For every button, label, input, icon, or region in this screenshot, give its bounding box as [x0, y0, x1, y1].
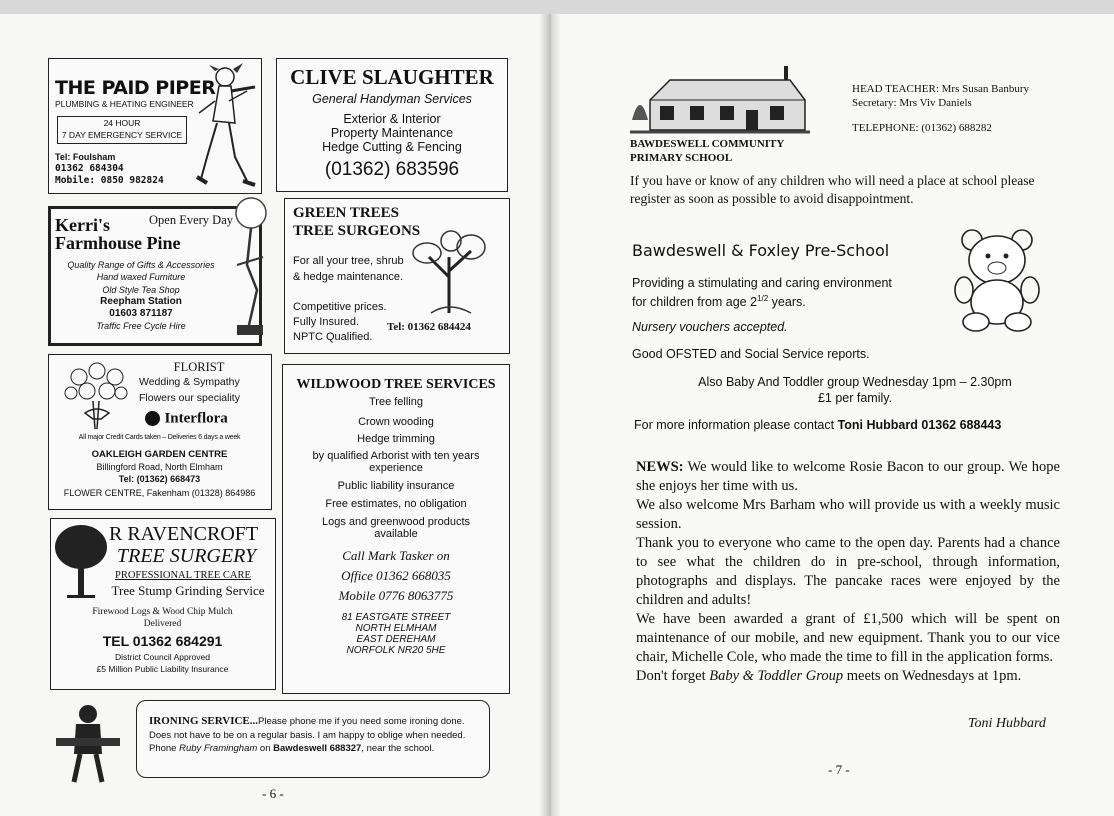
news-section [636, 458, 1060, 686]
green-trees-line-2: & hedge maintenance. [293, 271, 404, 283]
florist-title: FLORIST [173, 360, 225, 374]
green-trees-tel: Tel: 01362 684424 [387, 321, 471, 333]
ironing-figure-icon [52, 702, 124, 784]
wildwood-line-9: available [374, 528, 418, 540]
ravencroft-line-4: Delivered [143, 619, 182, 629]
ofsted-reports: Good OFSTED and Social Service reports. [632, 347, 870, 361]
left-page-number: - 6 - [262, 786, 284, 801]
ironing-ad [136, 700, 490, 778]
head-teacher: HEAD TEACHER: Mrs Susan Banbury [852, 83, 1030, 95]
green-trees-line-4: Fully Insured. [293, 316, 360, 328]
news-paragraph-2: We also welcome Mrs Barham who will provide us with a weekly music session. [636, 497, 1060, 532]
ravencroft-title-1: R RAVENCROFT [109, 523, 259, 545]
tree-icon [409, 227, 491, 315]
contact-name-phone: Toni Hubbard 01362 688443 [837, 418, 1002, 432]
green-trees-line-3: Competitive prices. [293, 301, 387, 313]
preschool-title: Bawdeswell & Foxley Pre-School [632, 241, 890, 260]
kerris-line-2: Hand waxed Furniture [96, 272, 186, 283]
wildwood-line-6: Public liability insurance [337, 480, 455, 492]
toddler-line-1: Also Baby And Toddler group Wednesday 1pm – 2.30pm [698, 375, 1012, 389]
kerris-open: Open Every Day [149, 213, 233, 227]
ravencroft-line-6: £5 Million Public Liability Insurance [96, 664, 229, 674]
ironing-suffix: , near the school. [361, 743, 435, 754]
interflora-brand: Interflora [164, 410, 228, 427]
kerris-details [53, 259, 229, 333]
ironing-on: on [257, 743, 274, 754]
green-trees-line-5: NPTC Qualified. [293, 331, 373, 343]
ravencroft-tel: TEL 01362 684291 [102, 633, 223, 649]
wildwood-line-2: Crown wooding [358, 416, 434, 428]
piper-figure-icon [189, 61, 261, 191]
kerris-name-1: Kerri's [55, 215, 110, 235]
kerris-ad [48, 206, 262, 346]
clive-service-2: Property Maintenance [330, 126, 454, 140]
wildwood-line-1: Tree felling [368, 396, 423, 408]
florist-ad [48, 354, 272, 510]
clive-service-3: Hedge Cutting & Fencing [322, 140, 462, 154]
wildwood-address-3: EAST DEREHAM [356, 634, 436, 645]
green-trees-title-1: GREEN TREES [293, 205, 400, 221]
green-trees-line-1: For all your tree, shrub [293, 255, 404, 267]
clive-phone: (01362) 683596 [324, 159, 460, 180]
wildwood-line-11: Office 01362 668035 [341, 568, 451, 583]
emergency-line-2: 7 DAY EMERGENCY SERVICE [61, 130, 183, 140]
wildwood-line-12: Mobile 0776 8063775 [338, 588, 454, 603]
preschool-age-text: for children from age 2 [632, 295, 758, 310]
right-page-number: - 7 - [828, 762, 850, 777]
ravencroft-line-5: District Council Approved [115, 652, 210, 662]
green-trees-title-2: TREE SURGEONS [293, 223, 421, 239]
news-label: NEWS: [636, 459, 684, 475]
ironing-line-1 [149, 715, 477, 729]
paid-piper-mobile: Mobile: 0850 982824 [55, 175, 164, 186]
contact-prefix: For more information please contact [634, 418, 838, 432]
school-telephone: TELEPHONE: (01362) 688282 [852, 122, 992, 134]
preschool-contact [634, 418, 1001, 432]
toddler-line-2: £1 per family. [817, 391, 893, 405]
florist-line-7: FLOWER CENTRE, Fakenham (01328) 864986 [63, 488, 256, 498]
ironing-text-2: Does not have to be on a regular basis. I am happy to oblige when needed. [149, 729, 466, 741]
clive-subtitle: General Handyman Services [312, 92, 472, 106]
florist-line-2: Flowers our speciality [139, 392, 240, 404]
ironing-phone: Bawdeswell 688327 [273, 743, 362, 754]
school-name-1: BAWDESWELL COMMUNITY [630, 138, 785, 150]
paid-piper-title: THE PAID PIPER [55, 77, 216, 99]
kerris-line-5: 01603 871187 [109, 308, 173, 320]
florist-line-5: Billingford Road, North Elmham [96, 462, 223, 472]
ravencroft-line-1: PROFESSIONAL TREE CARE [115, 570, 251, 581]
preschool-description [632, 276, 892, 310]
paid-piper-subtitle: PLUMBING & HEATING ENGINEER [55, 99, 194, 109]
secretary: Secretary: Mrs Viv Daniels [852, 97, 972, 109]
green-trees-ad [284, 198, 510, 354]
teddy-bear-icon [952, 226, 1044, 332]
news-paragraph-1 [636, 458, 1060, 496]
wildwood-line-8: Logs and greenwood products [322, 516, 470, 528]
wildwood-title: WILDWOOD TREE SERVICES [296, 377, 496, 392]
lamp-figure-icon [227, 195, 271, 345]
wildwood-address-4: NORFOLK NR20 5HE [346, 645, 446, 656]
wildwood-address-2: NORTH ELMHAM [355, 623, 437, 634]
ironing-line-3 [149, 742, 477, 756]
florist-line-3: All major Credit Cards taken – Deliveries 6 days a week [78, 434, 241, 441]
ravencroft-line-3: Firewood Logs & Wood Chip Mulch [92, 607, 233, 617]
emergency-box [57, 116, 187, 144]
preschool-line-2 [632, 291, 892, 310]
wildwood-ad [282, 364, 510, 694]
wildwood-line-3: Hedge trimming [357, 433, 435, 445]
kerris-line-3: Old Style Tea Shop [102, 284, 180, 295]
interflora-symbol-icon [145, 411, 160, 426]
ironing-label: IRONING SERVICE... [149, 715, 259, 727]
wildwood-line-5: experience [369, 462, 423, 474]
bouquet-icon [57, 361, 135, 433]
preschool-age-fraction: 1/2 [757, 294, 769, 303]
ravencroft-ad [50, 518, 276, 690]
news-paragraph-5 [636, 667, 1060, 686]
wildwood-line-10: Call Mark Tasker on [342, 548, 450, 563]
emergency-line-1: 24 HOUR [103, 118, 141, 128]
paid-piper-tel-label: Tel: Foulsham [55, 152, 116, 162]
page-gutter [540, 14, 560, 816]
tree-silhouette-icon [53, 523, 109, 599]
ravencroft-title-2: TREE SURGERY [117, 545, 257, 567]
news-paragraph-4: We have been awarded a grant of £1,500 which will be spent on maintenance of our mobile, and new equipment. Thank you to our vice chair, Michelle Cole, who made the time to fill in the application forms. [636, 611, 1060, 665]
kerris-line-6: Traffic Free Cycle Hire [96, 321, 186, 332]
ironing-phone-prefix: Phone [149, 743, 180, 754]
kerris-line-1: Quality Range of Gifts & Accessories [67, 260, 215, 270]
kerris-line-4: Reepham Station [100, 295, 182, 307]
ironing-contact-name: Ruby Framingham [179, 743, 258, 754]
news-signature: Toni Hubbard [968, 716, 1046, 731]
florist-line-4: OAKLEIGH GARDEN CENTRE [91, 449, 228, 460]
wildwood-address-1: 81 EASTGATE STREET [341, 612, 451, 623]
news-text-5a: Don't forget [636, 668, 710, 684]
clive-service-1: Exterior & Interior [343, 112, 441, 126]
school-building-icon [630, 60, 810, 140]
nursery-vouchers: Nursery vouchers accepted. [632, 320, 788, 334]
clive-slaughter-ad [276, 58, 508, 192]
school-name-2: PRIMARY SCHOOL [630, 152, 733, 164]
kerris-name-2: Farmhouse Pine [55, 233, 181, 253]
interflora-logo [145, 410, 228, 428]
preschool-line-1: Providing a stimulating and caring environment [632, 276, 892, 290]
ironing-text-1: Please phone me if you need some ironing done. [258, 716, 465, 727]
ravencroft-line-2: Tree Stump Grinding Service [111, 583, 265, 598]
clive-title: CLIVE SLAUGHTER [290, 65, 494, 89]
news-text-5b: Baby & Toddler Group [709, 668, 844, 684]
news-paragraph-3: Thank you to everyone who came to the open day. Parents had a chance to see what the children do in pre-school, through information, photographs and displays. The pancake races were enjoyed by the children and adults! [636, 535, 1060, 608]
paid-piper-tel: 01362 684304 [55, 163, 124, 174]
news-text-5c: meets on Wednesdays at 1pm. [843, 668, 1022, 684]
paid-piper-ad [48, 58, 262, 194]
news-text-1: We would like to welcome Rosie Bacon to our group. We hope she enjoys her time with us. [636, 459, 1060, 494]
preschool-years: years. [768, 295, 806, 310]
wildwood-line-7: Free estimates, no obligation [325, 498, 467, 510]
school-notice: If you have or know of any children who will need a place at school please register as soon as possible to avoid disappointment. [630, 173, 1035, 206]
toddler-group [640, 374, 1070, 406]
florist-line-1: Wedding & Sympathy [139, 376, 240, 388]
florist-line-6: Tel: (01362) 668473 [118, 474, 201, 484]
wildwood-line-4: by qualified Arborist with ten years [312, 450, 480, 462]
